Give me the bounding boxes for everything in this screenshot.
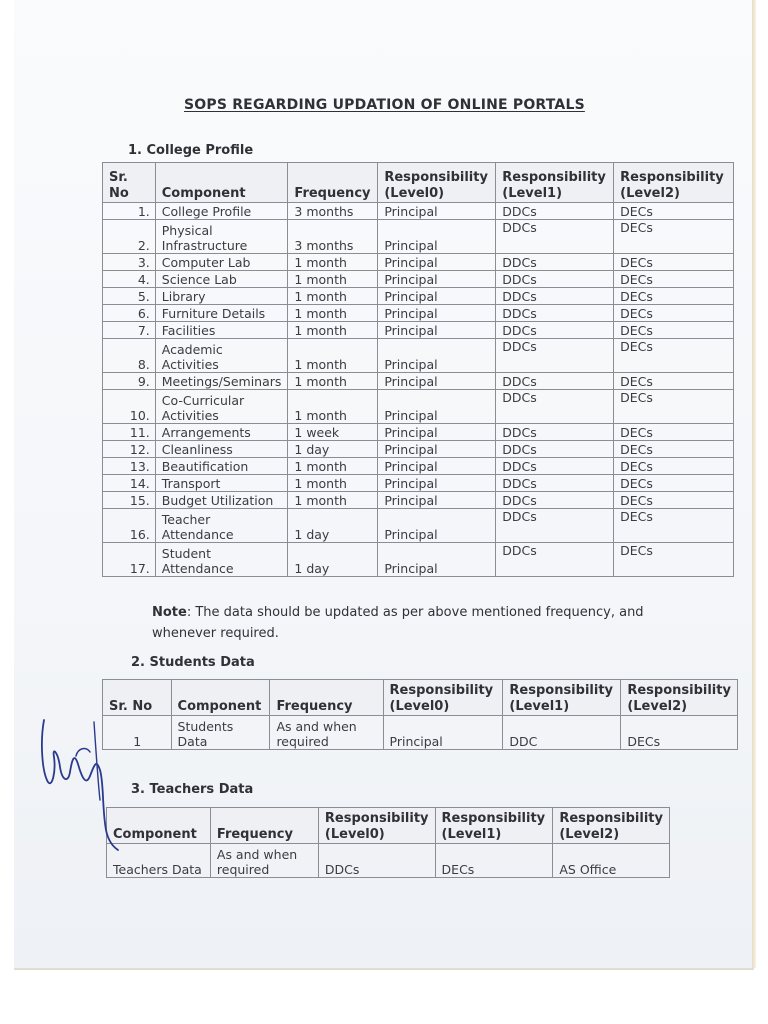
header-level0: Responsibility (Level0): [383, 680, 503, 716]
table-row: [107, 844, 670, 878]
cell-level2: DECs: [614, 543, 734, 577]
cell-level2: DECs: [621, 716, 738, 750]
header-component: Component: [155, 163, 288, 203]
cell-level1: DDCs: [496, 288, 614, 305]
note-body: : The data should be updated as per above mentioned frequency, and whenever required.: [152, 605, 644, 641]
cell-level2: DECs: [614, 322, 734, 339]
cell-frequency: 1 month: [288, 339, 378, 373]
cell-level1: DDCs: [496, 543, 614, 577]
cell-level0: Principal: [378, 441, 496, 458]
cell-level2: DECs: [614, 424, 734, 441]
cell-sr: 4.: [103, 271, 156, 288]
cell-level2: DECs: [614, 509, 734, 543]
college-profile-table: [102, 162, 734, 577]
cell-sr: 8.: [103, 339, 156, 373]
cell-level2: DECs: [614, 305, 734, 322]
cell-sr: 16.: [103, 509, 156, 543]
cell-component: College Profile: [155, 203, 288, 220]
cell-frequency: 3 months: [288, 220, 378, 254]
cell-level2: DECs: [614, 373, 734, 390]
cell-level2: DECs: [614, 271, 734, 288]
cell-sr: 13.: [103, 458, 156, 475]
cell-level1: DDCs: [496, 458, 614, 475]
cell-level1: DDCs: [496, 492, 614, 509]
cell-level0: Principal: [378, 203, 496, 220]
cell-frequency: 1 month: [288, 254, 378, 271]
header-sr-no: Sr. No: [103, 680, 172, 716]
cell-level1: DDCs: [496, 509, 614, 543]
table-row: [103, 390, 734, 424]
table-row: [103, 716, 738, 750]
cell-sr: 5.: [103, 288, 156, 305]
header-level1: Responsibility (Level1): [435, 808, 553, 844]
cell-frequency: 1 day: [288, 441, 378, 458]
table-row: [103, 322, 734, 339]
cell-level1: DDCs: [496, 271, 614, 288]
cell-level0: Principal: [378, 339, 496, 373]
table-row: [103, 339, 734, 373]
note-text: [152, 602, 652, 644]
cell-frequency: As and when required: [270, 716, 383, 750]
cell-sr: 9.: [103, 373, 156, 390]
cell-level1: DDCs: [496, 475, 614, 492]
cell-sr: 3.: [103, 254, 156, 271]
header-frequency: Frequency: [270, 680, 383, 716]
section-heading-students-data: 2. Students Data: [131, 655, 255, 670]
cell-frequency: 1 month: [288, 271, 378, 288]
table-row: [103, 458, 734, 475]
cell-level0: Principal: [378, 305, 496, 322]
cell-sr: 6.: [103, 305, 156, 322]
cell-sr: 17.: [103, 543, 156, 577]
header-frequency: Frequency: [288, 163, 378, 203]
header-level2: Responsibility (Level2): [553, 808, 670, 844]
cell-sr: 10.: [103, 390, 156, 424]
students-data-table: [102, 679, 738, 750]
table-row: [103, 492, 734, 509]
cell-frequency: 1 month: [288, 305, 378, 322]
cell-sr: 7.: [103, 322, 156, 339]
cell-level2: DECs: [614, 441, 734, 458]
cell-sr: 11.: [103, 424, 156, 441]
cell-level2: DECs: [614, 475, 734, 492]
cell-sr: 12.: [103, 441, 156, 458]
cell-level2: DECs: [614, 254, 734, 271]
cell-frequency: 3 months: [288, 203, 378, 220]
cell-level1: DDCs: [496, 424, 614, 441]
header-level2: Responsibility (Level2): [614, 163, 734, 203]
cell-component: Co-Curricular Activities: [155, 390, 288, 424]
cell-level1: DDCs: [496, 441, 614, 458]
table-row: [103, 373, 734, 390]
table-row: [103, 220, 734, 254]
table-row: [103, 424, 734, 441]
cell-component: Academic Activities: [155, 339, 288, 373]
table-row: [103, 271, 734, 288]
cell-component: Furniture Details: [155, 305, 288, 322]
cell-level0: Principal: [383, 716, 503, 750]
cell-sr: 1: [103, 716, 172, 750]
cell-level1: DDCs: [496, 339, 614, 373]
cell-level0: Principal: [378, 492, 496, 509]
cell-component: Cleanliness: [155, 441, 288, 458]
table-row: [103, 254, 734, 271]
note-label: Note: [152, 605, 187, 620]
cell-sr: 1.: [103, 203, 156, 220]
cell-level0: DDCs: [318, 844, 435, 878]
cell-level1: DDCs: [496, 254, 614, 271]
cell-sr: 2.: [103, 220, 156, 254]
section-heading-teachers-data: 3. Teachers Data: [131, 782, 254, 797]
cell-sr: 15.: [103, 492, 156, 509]
cell-level0: Principal: [378, 373, 496, 390]
cell-level0: Principal: [378, 288, 496, 305]
cell-level2: DECs: [614, 288, 734, 305]
table-row: [103, 305, 734, 322]
cell-level0: Principal: [378, 475, 496, 492]
cell-component: Student Attendance: [155, 543, 288, 577]
cell-level2: DECs: [614, 339, 734, 373]
cell-level2: DECs: [614, 220, 734, 254]
table-header-row: [103, 680, 738, 716]
cell-component: Budget Utilization: [155, 492, 288, 509]
header-level0: Responsibility (Level0): [378, 163, 496, 203]
cell-component: Library: [155, 288, 288, 305]
cell-level1: DECs: [435, 844, 553, 878]
cell-component: Arrangements: [155, 424, 288, 441]
cell-component: Teachers Data: [107, 844, 211, 878]
cell-level1: DDCs: [496, 390, 614, 424]
cell-frequency: 1 day: [288, 509, 378, 543]
cell-frequency: 1 month: [288, 373, 378, 390]
cell-level1: DDCs: [496, 220, 614, 254]
header-level0: Responsibility (Level0): [318, 808, 435, 844]
cell-level1: DDC: [503, 716, 621, 750]
cell-frequency: 1 day: [288, 543, 378, 577]
cell-level0: Principal: [378, 254, 496, 271]
table-row: [103, 543, 734, 577]
cell-component: Students Data: [171, 716, 270, 750]
section-heading-college-profile: 1. College Profile: [128, 143, 254, 158]
handwritten-signature: [34, 712, 124, 852]
cell-frequency: 1 month: [288, 492, 378, 509]
header-level1: Responsibility (Level1): [496, 163, 614, 203]
table-row: [103, 509, 734, 543]
cell-level0: Principal: [378, 390, 496, 424]
page-title: SOPS REGARDING UPDATION OF ONLINE PORTALS: [184, 97, 585, 113]
header-component: Component: [171, 680, 270, 716]
cell-frequency: 1 month: [288, 458, 378, 475]
cell-level1: DDCs: [496, 322, 614, 339]
cell-frequency: 1 month: [288, 288, 378, 305]
cell-level0: Principal: [378, 220, 496, 254]
cell-component: Teacher Attendance: [155, 509, 288, 543]
cell-frequency: As and when required: [210, 844, 318, 878]
cell-level2: AS Office: [553, 844, 670, 878]
cell-component: Computer Lab: [155, 254, 288, 271]
cell-level2: DECs: [614, 390, 734, 424]
cell-frequency: 1 month: [288, 390, 378, 424]
cell-component: Meetings/Seminars: [155, 373, 288, 390]
cell-sr: 14.: [103, 475, 156, 492]
header-level1: Responsibility (Level1): [503, 680, 621, 716]
header-sr-no: Sr. No: [103, 163, 156, 203]
cell-level0: Principal: [378, 543, 496, 577]
table-header-row: [107, 808, 670, 844]
cell-frequency: 1 month: [288, 322, 378, 339]
cell-level2: DECs: [614, 203, 734, 220]
cell-level0: Principal: [378, 509, 496, 543]
cell-component: Transport: [155, 475, 288, 492]
table-header-row: [103, 163, 734, 203]
cell-level0: Principal: [378, 322, 496, 339]
header-component: Component: [107, 808, 211, 844]
header-frequency: Frequency: [210, 808, 318, 844]
header-level2: Responsibility (Level2): [621, 680, 738, 716]
cell-level2: DECs: [614, 458, 734, 475]
page-edge: [752, 0, 756, 968]
cell-level1: DDCs: [496, 203, 614, 220]
table-row: [103, 441, 734, 458]
table-row: [103, 203, 734, 220]
cell-frequency: 1 month: [288, 475, 378, 492]
cell-level0: Principal: [378, 271, 496, 288]
cell-level0: Principal: [378, 424, 496, 441]
cell-component: Facilities: [155, 322, 288, 339]
teachers-data-table: [106, 807, 670, 878]
cell-level0: Principal: [378, 458, 496, 475]
cell-level1: DDCs: [496, 305, 614, 322]
cell-frequency: 1 week: [288, 424, 378, 441]
cell-level1: DDCs: [496, 373, 614, 390]
cell-component: Science Lab: [155, 271, 288, 288]
cell-component: Physical Infrastructure: [155, 220, 288, 254]
table-row: [103, 288, 734, 305]
cell-component: Beautification: [155, 458, 288, 475]
cell-level2: DECs: [614, 492, 734, 509]
table-row: [103, 475, 734, 492]
